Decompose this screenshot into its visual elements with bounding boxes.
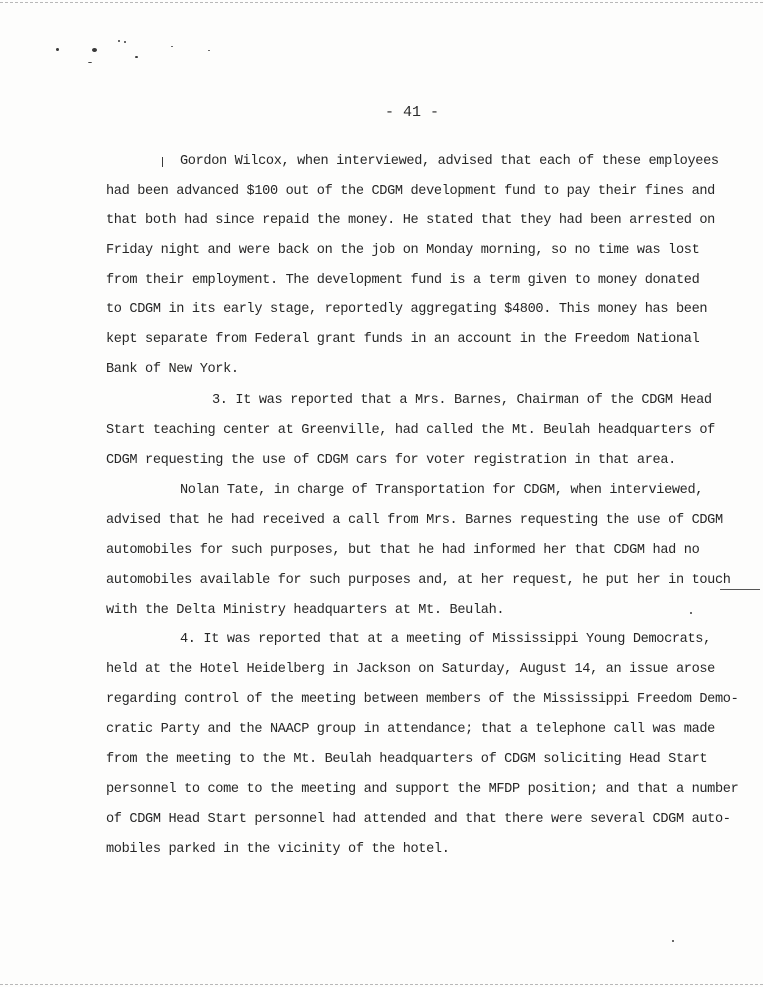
stray-pen-mark <box>720 589 760 590</box>
bottom-edge-divider <box>0 984 763 985</box>
text-line: Nolan Tate, in charge of Transportation for CDGM, when interviewed, <box>180 483 704 498</box>
scan-speck <box>88 62 92 63</box>
text-line: held at the Hotel Heidelberg in Jackson on Saturday, August 14, an issue arose <box>106 662 715 677</box>
text-line: Bank of New York. <box>106 362 239 377</box>
text-line: regarding control of the meeting between members of the Mississippi Freedom Demo- <box>106 692 739 707</box>
text-line: from the meeting to the Mt. Beulah headquarters of CDGM soliciting Head Start <box>106 752 708 767</box>
top-edge-divider <box>0 2 763 3</box>
scan-speck <box>118 40 120 42</box>
scan-speck <box>124 41 126 43</box>
text-line: mobiles parked in the vicinity of the hotel. <box>106 842 450 857</box>
text-line: had been advanced $100 out of the CDGM development fund to pay their fines and <box>106 184 715 199</box>
text-line: kept separate from Federal grant funds in an account in the Freedom National <box>106 332 700 347</box>
text-line: of CDGM Head Start personnel had attended and that there were several CDGM auto- <box>106 812 731 827</box>
page-number: - 41 - <box>385 104 440 121</box>
scan-speck <box>171 46 173 47</box>
text-line: with the Delta Ministry headquarters at Mt. Beulah. <box>106 603 505 618</box>
text-line: automobiles available for such purposes and, at her request, he put her in touch <box>106 573 731 588</box>
text-line: CDGM requesting the use of CDGM cars for voter registration in that area. <box>106 453 676 468</box>
scan-speck <box>672 940 674 942</box>
text-line: Friday night and were back on the job on Monday morning, so no time was lost <box>106 243 700 258</box>
text-line: 4. It was reported that at a meeting of Mississippi Young Democrats, <box>180 632 711 647</box>
scan-speck <box>690 612 692 614</box>
text-line: from their employment. The development fund is a term given to money donated <box>106 273 700 288</box>
scan-speck <box>135 56 138 58</box>
scan-speck <box>162 157 163 167</box>
text-line: advised that he had received a call from Mrs. Barnes requesting the use of CDGM <box>106 513 723 528</box>
text-line: personnel to come to the meeting and support the MFDP position; and that a number <box>106 782 739 797</box>
text-line: to CDGM in its early stage, reportedly aggregating $4800. This money has been <box>106 302 708 317</box>
text-line: cratic Party and the NAACP group in attendance; that a telephone call was made <box>106 722 715 737</box>
scan-speck <box>92 48 97 52</box>
text-line: Start teaching center at Greenville, had called the Mt. Beulah headquarters of <box>106 423 715 438</box>
text-line: that both had since repaid the money. He stated that they had been arrested on <box>106 213 715 228</box>
scan-speck <box>208 50 210 51</box>
text-line: 3. It was reported that a Mrs. Barnes, Chairman of the CDGM Head <box>212 393 712 408</box>
text-line: automobiles for such purposes, but that he had informed her that CDGM had no <box>106 543 700 558</box>
scan-speck <box>56 48 59 51</box>
text-line: Gordon Wilcox, when interviewed, advised that each of these employees <box>180 154 719 169</box>
